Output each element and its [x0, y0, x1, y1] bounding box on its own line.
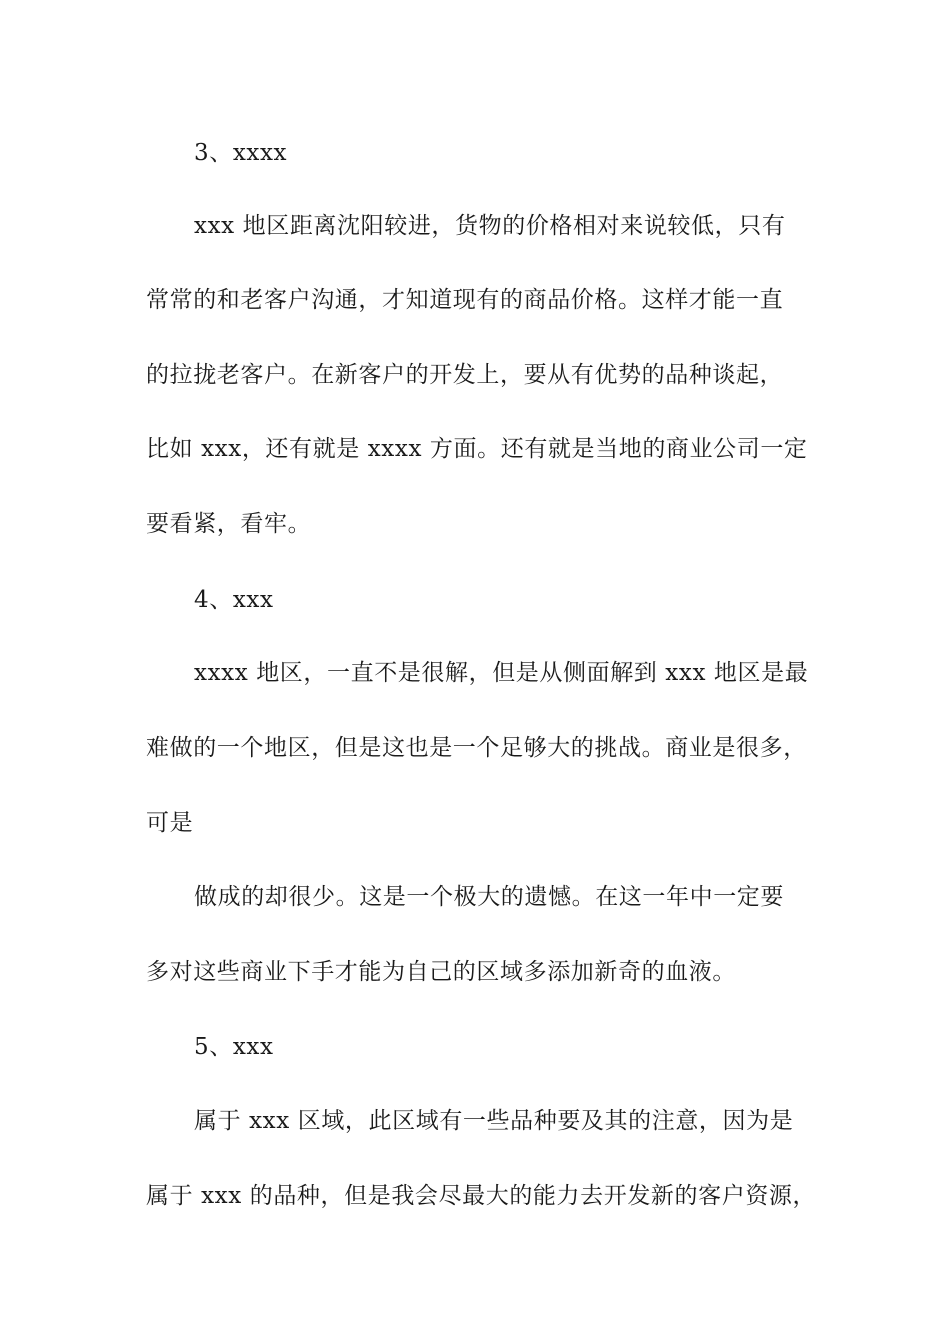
paragraph-line: 做成的却很少。这是一个极大的遗憾。在这一年中一定要: [194, 884, 784, 910]
paragraph-line: 常常的和老客户沟通，才知道现有的商品价格。这样才能一直: [146, 287, 784, 313]
section-heading-3: 3、xxxx: [194, 140, 288, 166]
paragraph-line: 的拉拢老客户。在新客户的开发上，要从有优势的品种谈起，: [146, 362, 784, 388]
paragraph-line: 多对这些商业下手才能为自己的区域多添加新奇的血液。: [146, 959, 736, 985]
paragraph-line: 难做的一个地区，但是这也是一个足够大的挑战。商业是很多，: [146, 735, 807, 761]
paragraph-line: xxxx 地区，一直不是很解，但是从侧面解到 xxx 地区是最: [194, 660, 809, 686]
paragraph-line: 属于 xxx 区域，此区域有一些品种要及其的注意，因为是: [194, 1108, 794, 1134]
section-heading-5: 5、xxx: [194, 1034, 274, 1060]
paragraph-line: 属于 xxx 的品种，但是我会尽最大的能力去开发新的客户资源，: [146, 1183, 817, 1209]
paragraph-line: 可是: [146, 810, 194, 836]
paragraph-line: 要看紧，看牢。: [146, 511, 312, 537]
paragraph-line: xxx 地区距离沈阳较进，货物的价格相对来说较低，只有: [194, 213, 786, 239]
paragraph-line: 比如 xxx，还有就是 xxxx 方面。还有就是当地的商业公司一定: [146, 436, 808, 462]
section-heading-4: 4、xxx: [194, 587, 274, 613]
